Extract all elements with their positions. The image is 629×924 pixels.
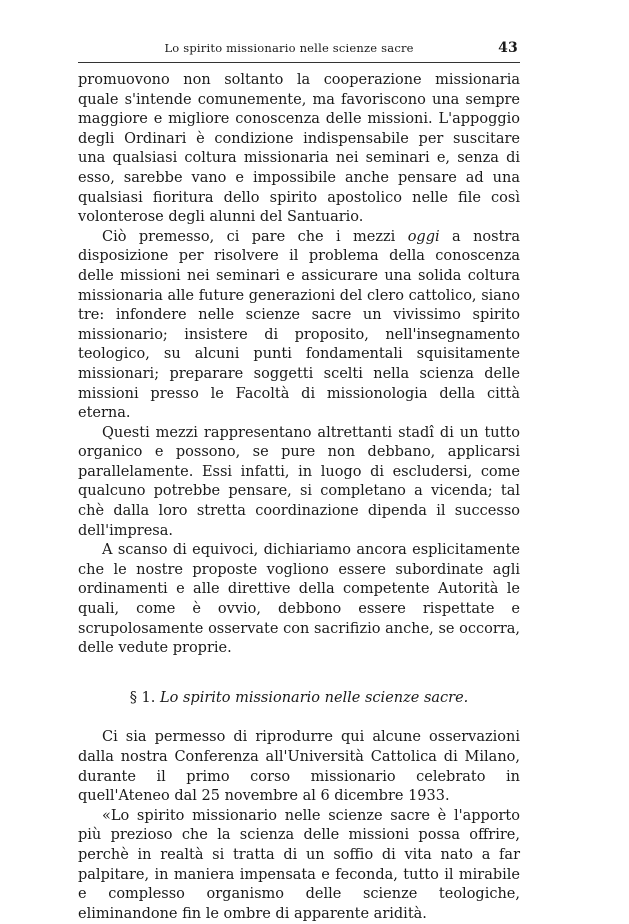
paragraph: Ci sia permesso di riprodurre qui alcune osservazioni dalla nostra Conferenza all'Università Cattolica di Milano, durante il primo corso missionario celebrato in quell'Ateneo dal 25 novembre al 6 dicembre 1933. [78,729,520,805]
section-title: Lo spirito missionario nelle scienze sacre. [160,689,469,706]
paragraph: Questi mezzi rappresentano altrettanti stadî di un tutto organico e possono, se pure non debbano, applicarsi parallelamente. Essi infatti, in luogo di escludersi, come qualcuno potrebbe pensare, si completano a vicenda; tal chè dalla loro stretta coordinazione dipenda il successo dell'impresa. [78,424,520,539]
section-number: § 1. [129,689,161,706]
emphasis-text: oggi [407,228,440,245]
body-text [78,71,520,924]
paragraph: «Lo spirito missionario nelle scienze sacre è l'apporto più prezioso che la scienza delle missioni possa offrire, perchè in realtà si tratta di un soffio di vita nato a far palpitare, in maniera impensata e feconda, tutto il mirabile e complesso organismo delle scienze teologiche, eliminandone fin le ombre di apparente aridità. [78,807,520,922]
page [78,40,520,924]
paragraph-text: Ciò premesso, ci pare che i mezzi [102,228,408,245]
paragraph-text: a nostra disposizione per risolvere il problema della conoscenza delle missioni nei seminari e assicurare una solida coltura missionaria alle future generazioni del clero cattolico, siano tre: infondere nelle scienze sacre un vivissimo spirito missionario; insistere di proposito, nell'insegnamento teologico, su alcuni punti fondamentali squisitamente missionari; preparare soggetti scelti nella scienza delle missioni presso le Facoltà di missionologia della città eterna. [78,228,520,422]
paragraph: A scanso di equivoci, dichiariamo ancora esplicitamente che le nostre proposte vogliono essere subordinate agli ordinamenti e alle direttive della competente Autorità le quali, come è ovvio, debbono essere rispettate e scrupolosamente osservate con sacrifizio anche, se occorra, delle vedute proprie. [78,542,520,657]
page-number: 43 [498,40,518,56]
section-heading [78,689,520,709]
running-header [78,40,520,63]
paragraph: promuovono non soltanto la cooperazione missionaria quale s'intende comunemente, ma favoriscono una sempre maggiore e migliore conoscenza delle missioni. L'appoggio degli Ordinari è condizione indispensabile per suscitare una qualsiasi coltura missionaria nei seminari e, senza di esso, sarebbe vano e impossibile anche pensare ad una qualsiasi fioritura dello spirito apostolico nelle file così volonterose degli alunni del Santuario. [78,72,520,226]
paragraph [78,228,520,424]
running-title: Lo spirito missionario nelle scienze sacre [164,41,414,55]
